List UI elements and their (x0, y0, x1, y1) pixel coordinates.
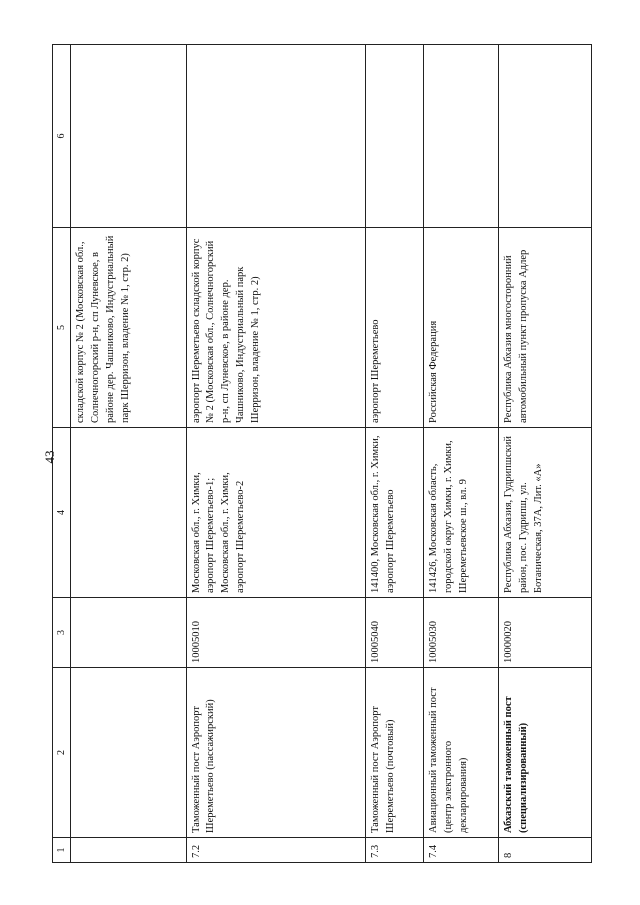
post-code: 10005010 (186, 598, 365, 668)
table-row (499, 45, 592, 863)
table-row (186, 45, 365, 863)
post-name (71, 668, 186, 838)
post-address: 141400, Московская обл., г. Химки, аэропорт Шереметьево (365, 428, 424, 598)
header-col-3: 3 (53, 598, 71, 668)
post-address: Республика Абхазия, Гудрипшский район, пос. Гудрипш, ул. Ботаническая, 37А, Лит. «А» (499, 428, 592, 598)
post-code: 10000020 (499, 598, 592, 668)
post-region: складской корпус № 2 (Московская обл., Солнечногорский р-н, сп Луневское, в районе дер. Чашниково, Индустриальный парк Шерризон, владение № 1, стр. 2) (71, 228, 186, 428)
table-header-row (53, 45, 71, 863)
post-region: аэропорт Шереметьево складской корпус № 2 (Московская обл., Солнечногорский р-н, сп Луневское, в районе дер. Чашниково, Индустриальный парк Шерризон, владение № 1, стр. 2) (186, 228, 365, 428)
header-col-1: 1 (53, 838, 71, 863)
row-number: 7.4 (424, 838, 499, 863)
header-col-4: 4 (53, 428, 71, 598)
row-number: 8 (499, 838, 592, 863)
row-number: 7.2 (186, 838, 365, 863)
post-region: Российская Федерация (424, 228, 499, 428)
row-number (71, 838, 186, 863)
post-extra (499, 45, 592, 228)
header-col-6: 6 (53, 45, 71, 228)
table-row (424, 45, 499, 863)
table-row (365, 45, 424, 863)
header-col-2: 2 (53, 668, 71, 838)
post-extra (186, 45, 365, 228)
post-region: Республика Абхазия многосторонний автомобильный пункт пропуска Адлер (499, 228, 592, 428)
post-address: 141426, Московская область, городской округ Химки, г. Химки, Шереметьевское ш., вл. 9 (424, 428, 499, 598)
post-name: Абхазский таможенный пост (специализированный) (499, 668, 592, 838)
table-row (71, 45, 186, 863)
customs-posts-table (52, 44, 592, 863)
post-name: Таможенный пост Аэропорт Шереметьево (почтовый) (365, 668, 424, 838)
post-address (71, 428, 186, 598)
post-name: Авиационный таможенный пост (центр электронного декларирования) (424, 668, 499, 838)
post-extra (365, 45, 424, 228)
post-region: аэропорт Шереметьево (365, 228, 424, 428)
post-address: Московская обл., г. Химки, аэропорт Шереметьево-1; Московская обл., г. Химки, аэропорт Шереметьево-2 (186, 428, 365, 598)
post-code: 10005030 (424, 598, 499, 668)
table-container (52, 45, 592, 863)
post-extra (424, 45, 499, 228)
page-number: 43 (42, 450, 57, 464)
rotated-table-frame (52, 45, 592, 863)
post-code: 10005040 (365, 598, 424, 668)
header-col-5: 5 (53, 228, 71, 428)
row-number: 7.3 (365, 838, 424, 863)
post-code (71, 598, 186, 668)
post-name: Таможенный пост Аэропорт Шереметьево (пассажирский) (186, 668, 365, 838)
post-extra (71, 45, 186, 228)
